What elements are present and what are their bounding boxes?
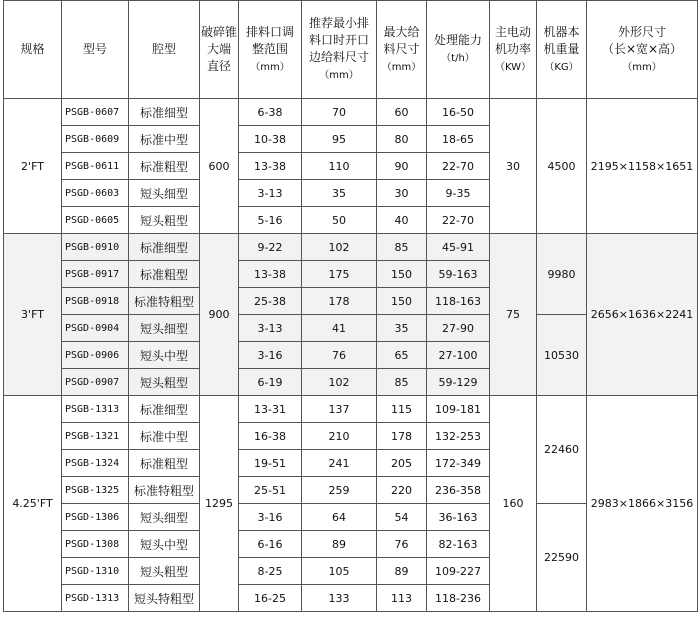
header-row — [4, 1, 698, 99]
feed-cell: 64 — [302, 504, 377, 531]
adj-cell: 8-25 — [239, 558, 302, 585]
header-max-feed: 最大给 料尺寸 （mm） — [377, 1, 427, 99]
model-cell: PSGD-0605 — [62, 207, 129, 234]
model-cell: PSGD-1306 — [62, 504, 129, 531]
table-row — [4, 396, 698, 423]
weight-cell: 9980 — [537, 234, 587, 315]
model-cell: PSGB-1313 — [62, 396, 129, 423]
capacity-cell: 109-181 — [427, 396, 490, 423]
adj-cell: 25-38 — [239, 288, 302, 315]
feed-cell: 175 — [302, 261, 377, 288]
model-cell: PSGB-0607 — [62, 99, 129, 126]
capacity-cell: 109-227 — [427, 558, 490, 585]
adj-cell: 3-13 — [239, 180, 302, 207]
capacity-cell: 118-236 — [427, 585, 490, 612]
feed-cell: 76 — [302, 342, 377, 369]
model-cell: PSGB-1324 — [62, 450, 129, 477]
table-row — [4, 99, 698, 126]
adj-cell: 10-38 — [239, 126, 302, 153]
capacity-cell: 172-349 — [427, 450, 490, 477]
cavity-cell: 短头中型 — [129, 531, 200, 558]
cavity-cell: 标准特粗型 — [129, 477, 200, 504]
capacity-cell: 118-163 — [427, 288, 490, 315]
capacity-cell: 59-129 — [427, 369, 490, 396]
header-motor-power: 主电动 机功率 （KW） — [490, 1, 537, 99]
maxfeed-cell: 54 — [377, 504, 427, 531]
spec-cell: 4.25'FT — [4, 396, 62, 612]
header-weight: 机器本 机重量 （KG） — [537, 1, 587, 99]
capacity-cell: 36-163 — [427, 504, 490, 531]
dimensions-cell: 2983×1866×3156 — [587, 396, 698, 612]
power-cell: 30 — [490, 99, 537, 234]
maxfeed-cell: 113 — [377, 585, 427, 612]
power-cell: 75 — [490, 234, 537, 396]
maxfeed-cell: 150 — [377, 288, 427, 315]
capacity-cell: 22-70 — [427, 207, 490, 234]
maxfeed-cell: 85 — [377, 234, 427, 261]
table-body — [4, 99, 698, 612]
header-cone-diameter: 破碎锥 大端 直径 — [200, 1, 239, 99]
weight-cell: 22590 — [537, 504, 587, 612]
capacity-cell: 27-100 — [427, 342, 490, 369]
model-cell: PSGB-0611 — [62, 153, 129, 180]
model-cell: PSGD-0907 — [62, 369, 129, 396]
cavity-cell: 标准细型 — [129, 99, 200, 126]
cavity-cell: 标准粗型 — [129, 450, 200, 477]
feed-cell: 95 — [302, 126, 377, 153]
maxfeed-cell: 65 — [377, 342, 427, 369]
adj-cell: 5-16 — [239, 207, 302, 234]
feed-cell: 70 — [302, 99, 377, 126]
cavity-cell: 标准中型 — [129, 423, 200, 450]
adj-cell: 3-13 — [239, 315, 302, 342]
cavity-cell: 短头细型 — [129, 315, 200, 342]
feed-cell: 133 — [302, 585, 377, 612]
model-cell: PSGB-0910 — [62, 234, 129, 261]
capacity-cell: 59-163 — [427, 261, 490, 288]
weight-cell: 10530 — [537, 315, 587, 396]
feed-cell: 89 — [302, 531, 377, 558]
header-dimensions: 外形尺寸 （长×宽×高） （mm） — [587, 1, 698, 99]
cone-cell: 600 — [200, 99, 239, 234]
model-cell: PSGD-1310 — [62, 558, 129, 585]
maxfeed-cell: 35 — [377, 315, 427, 342]
maxfeed-cell: 150 — [377, 261, 427, 288]
model-cell: PSGB-1321 — [62, 423, 129, 450]
cavity-cell: 标准细型 — [129, 234, 200, 261]
adj-cell: 16-25 — [239, 585, 302, 612]
feed-cell: 102 — [302, 234, 377, 261]
adj-cell: 3-16 — [239, 504, 302, 531]
dimensions-cell: 2656×1636×2241 — [587, 234, 698, 396]
feed-cell: 137 — [302, 396, 377, 423]
feed-cell: 110 — [302, 153, 377, 180]
cavity-cell: 标准细型 — [129, 396, 200, 423]
capacity-cell: 18-65 — [427, 126, 490, 153]
power-cell: 160 — [490, 396, 537, 612]
feed-cell: 102 — [302, 369, 377, 396]
table-row — [4, 234, 698, 261]
capacity-cell: 132-253 — [427, 423, 490, 450]
cavity-cell: 短头粗型 — [129, 558, 200, 585]
maxfeed-cell: 89 — [377, 558, 427, 585]
capacity-cell: 45-91 — [427, 234, 490, 261]
dimensions-cell: 2195×1158×1651 — [587, 99, 698, 234]
capacity-cell: 236-358 — [427, 477, 490, 504]
adj-cell: 13-38 — [239, 153, 302, 180]
capacity-cell: 16-50 — [427, 99, 490, 126]
model-cell: PSGB-1325 — [62, 477, 129, 504]
model-cell: PSGD-1313 — [62, 585, 129, 612]
maxfeed-cell: 30 — [377, 180, 427, 207]
model-cell: PSGB-0918 — [62, 288, 129, 315]
model-cell: PSGD-0603 — [62, 180, 129, 207]
feed-cell: 259 — [302, 477, 377, 504]
maxfeed-cell: 76 — [377, 531, 427, 558]
adj-cell: 19-51 — [239, 450, 302, 477]
maxfeed-cell: 40 — [377, 207, 427, 234]
cavity-cell: 短头细型 — [129, 504, 200, 531]
capacity-cell: 22-70 — [427, 153, 490, 180]
maxfeed-cell: 178 — [377, 423, 427, 450]
model-cell: PSGD-0906 — [62, 342, 129, 369]
feed-cell: 105 — [302, 558, 377, 585]
cavity-cell: 标准粗型 — [129, 261, 200, 288]
feed-cell: 50 — [302, 207, 377, 234]
cavity-cell: 短头细型 — [129, 180, 200, 207]
maxfeed-cell: 220 — [377, 477, 427, 504]
header-model: 型号 — [62, 1, 129, 99]
adj-cell: 9-22 — [239, 234, 302, 261]
capacity-cell: 9-35 — [427, 180, 490, 207]
maxfeed-cell: 115 — [377, 396, 427, 423]
cavity-cell: 短头粗型 — [129, 207, 200, 234]
cavity-cell: 短头粗型 — [129, 369, 200, 396]
adj-cell: 3-16 — [239, 342, 302, 369]
adj-cell: 6-16 — [239, 531, 302, 558]
cavity-cell: 短头中型 — [129, 342, 200, 369]
cone-cell: 1295 — [200, 396, 239, 612]
cavity-cell: 短头特粗型 — [129, 585, 200, 612]
header-cavity: 腔型 — [129, 1, 200, 99]
feed-cell: 241 — [302, 450, 377, 477]
feed-cell: 35 — [302, 180, 377, 207]
header-feed-size: 推荐最小排 料口时开口 边给料尺寸 （mm） — [302, 1, 377, 99]
header-discharge-range: 排料口调 整范围 （mm） — [239, 1, 302, 99]
feed-cell: 178 — [302, 288, 377, 315]
maxfeed-cell: 80 — [377, 126, 427, 153]
crusher-spec-table — [3, 0, 698, 612]
spec-cell: 2'FT — [4, 99, 62, 234]
maxfeed-cell: 205 — [377, 450, 427, 477]
adj-cell: 25-51 — [239, 477, 302, 504]
cone-cell: 900 — [200, 234, 239, 396]
model-cell: PSGB-0609 — [62, 126, 129, 153]
feed-cell: 210 — [302, 423, 377, 450]
adj-cell: 6-19 — [239, 369, 302, 396]
weight-cell: 22460 — [537, 396, 587, 504]
model-cell: PSGD-1308 — [62, 531, 129, 558]
header-capacity: 处理能力 （t/h） — [427, 1, 490, 99]
weight-cell: 4500 — [537, 99, 587, 234]
adj-cell: 6-38 — [239, 99, 302, 126]
feed-cell: 41 — [302, 315, 377, 342]
capacity-cell: 82-163 — [427, 531, 490, 558]
cavity-cell: 标准特粗型 — [129, 288, 200, 315]
adj-cell: 13-31 — [239, 396, 302, 423]
header-spec: 规格 — [4, 1, 62, 99]
spec-cell: 3'FT — [4, 234, 62, 396]
cavity-cell: 标准中型 — [129, 126, 200, 153]
maxfeed-cell: 85 — [377, 369, 427, 396]
maxfeed-cell: 60 — [377, 99, 427, 126]
model-cell: PSGD-0904 — [62, 315, 129, 342]
adj-cell: 16-38 — [239, 423, 302, 450]
maxfeed-cell: 90 — [377, 153, 427, 180]
adj-cell: 13-38 — [239, 261, 302, 288]
cavity-cell: 标准粗型 — [129, 153, 200, 180]
capacity-cell: 27-90 — [427, 315, 490, 342]
model-cell: PSGB-0917 — [62, 261, 129, 288]
